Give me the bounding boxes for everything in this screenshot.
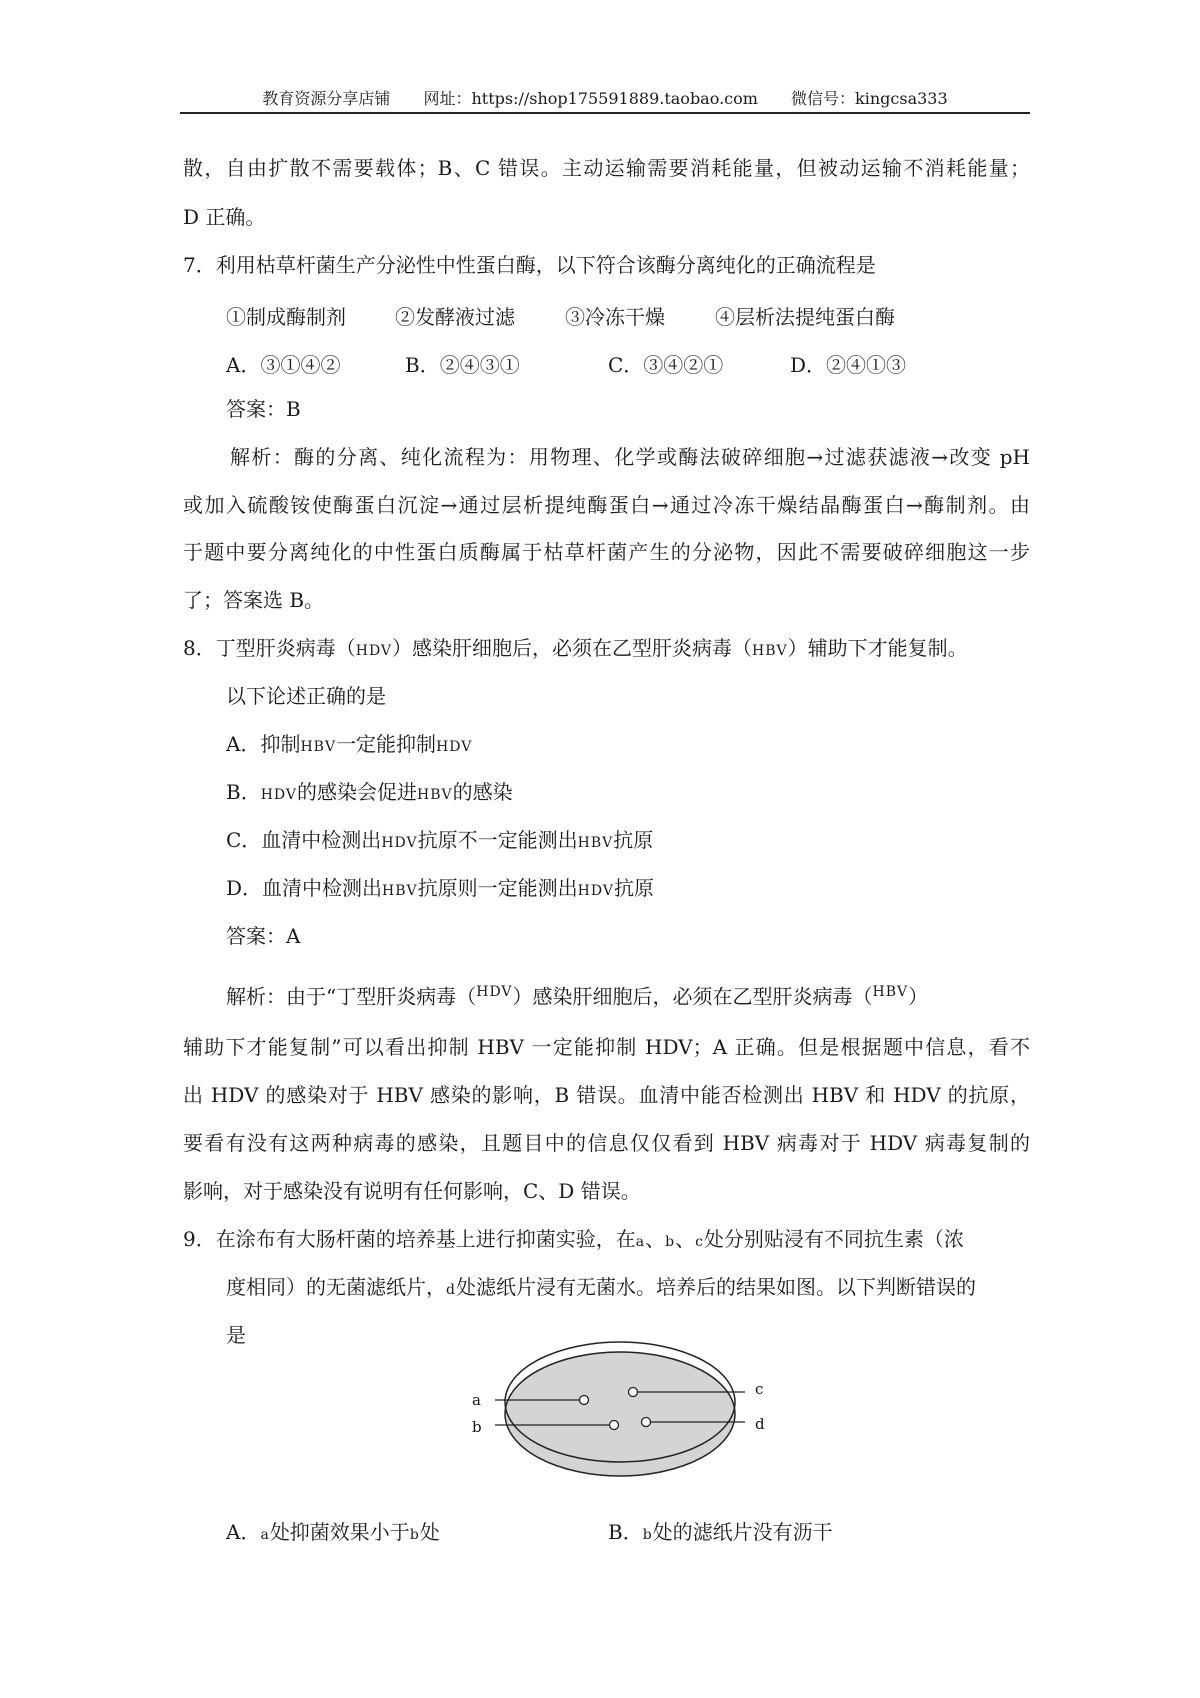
header-wechat: 微信号：kingcsa333 — [791, 89, 948, 108]
disc-c — [629, 1388, 638, 1397]
q8-hdv: HDV — [355, 643, 393, 659]
q8-hbv: HBV — [752, 643, 788, 659]
q7-option-d: D．②④①③ — [790, 353, 907, 377]
q8-option-b: B．HDV的感染会促进HBV的感染 — [226, 780, 513, 804]
q8-option-c: C．血清中检测出HDV抗原不一定能测出HBV抗原 — [226, 828, 654, 852]
header-rule — [180, 112, 1030, 114]
agar-medium — [505, 1352, 735, 1476]
q8-explanation-5: 影响，对于感染没有说明有任何影响，C、D 错误。 — [183, 1179, 641, 1203]
prev-line-2: D 正确。 — [183, 205, 266, 229]
q8-option-a: A．抑制HBV一定能抑制HDV — [226, 732, 473, 756]
q8-stem-1: 8．丁型肝炎病毒（HDV）感染肝细胞后，必须在乙型肝炎病毒（HBV）辅助下才能复制。 — [183, 636, 968, 660]
q7-option-c: C．③④②① — [608, 353, 724, 377]
q8-explanation-4: 要看有没有这两种病毒的感染，且题目中的信息仅仅看到 HBV 病毒对于 HDV 病毒复制的 — [183, 1131, 1030, 1155]
q7-stem: 7．利用枯草杆菌生产分泌性中性蛋白酶，以下符合该酶分离纯化的正确流程是 — [183, 253, 876, 277]
header-url: 网址：https://shop175591889.taobao.com — [423, 89, 758, 108]
label-d: d — [755, 1415, 765, 1433]
header-shop: 教育资源分享店铺 — [262, 89, 391, 108]
q7-step-1: ①制成酶制剂 — [226, 305, 346, 329]
disc-d — [642, 1418, 651, 1427]
disc-b — [610, 1421, 619, 1430]
q7-option-a: A．③①④② — [226, 353, 341, 377]
q7-explanation-4: 了；答案选 B。 — [183, 588, 325, 612]
q9-option-a: A．a处抑菌效果小于b处 — [226, 1520, 440, 1544]
q8-explanation-1: 解析：由于“丁型肝炎病毒（$^{HDV}$）感染肝细胞后，必须在乙型肝炎病毒（$^{HBV}$） — [226, 984, 929, 1009]
label-b: b — [472, 1418, 482, 1436]
q7-explanation-3: 于题中要分离纯化的中性蛋白质酶属于枯草杆菌产生的分泌物，因此不需要破碎细胞这一步 — [183, 540, 1030, 564]
disc-a — [580, 1396, 589, 1405]
q7-answer: 答案：B — [226, 397, 301, 421]
q7-option-b: B．②④③① — [405, 353, 520, 377]
q7-step-2: ②发酵液过滤 — [395, 305, 515, 329]
petri-dish-figure — [470, 1340, 770, 1490]
q8-explanation-3: 出 HDV 的感染对于 HBV 感染的影响，B 错误。血清中能否检测出 HBV 和 HDV 的抗原， — [183, 1083, 1030, 1107]
q8-explanation-2: 辅助下才能复制”可以看出抑制 HBV 一定能抑制 HDV；A 正确。但是根据题中信息，看不 — [183, 1035, 1030, 1059]
q9-stem-3: 是 — [226, 1323, 246, 1347]
q9-option-b: B．b处的滤纸片没有沥干 — [608, 1520, 833, 1544]
q9-stem-2: 度相同）的无菌滤纸片，d处滤纸片浸有无菌水。培养后的结果如图。以下判断错误的 — [226, 1275, 976, 1299]
prev-line-1: 散，自由扩散不需要载体；B、C 错误。主动运输需要消耗能量，但被动运输不消耗能量； — [183, 156, 1030, 180]
q7-step-4: ④层析法提纯蛋白酶 — [715, 305, 895, 329]
page-header — [180, 86, 1030, 109]
q7-explanation-2: 或加入硫酸铵使酶蛋白沉淀→通过层析提纯酶蛋白→通过冷冻干燥结晶酶蛋白→酶制剂。由 — [183, 493, 1030, 517]
q7-explanation-1: 解析：酶的分离、纯化流程为：用物理、化学或酶法破碎细胞→过滤获滤液→改变 pH — [230, 445, 1030, 469]
q8-option-d: D．血清中检测出HBV抗原则一定能测出HDV抗原 — [226, 876, 654, 900]
q9-stem-1: 9．在涂布有大肠杆菌的培养基上进行抑菌实验，在a、b、c处分别贴浸有不同抗生素（浓 — [183, 1227, 964, 1251]
q8-stem-2: 以下论述正确的是 — [226, 684, 386, 708]
q8-answer: 答案：A — [226, 924, 301, 948]
label-a: a — [472, 1391, 481, 1409]
label-c: c — [755, 1380, 764, 1398]
q7-step-3: ③冷冻干燥 — [565, 305, 665, 329]
